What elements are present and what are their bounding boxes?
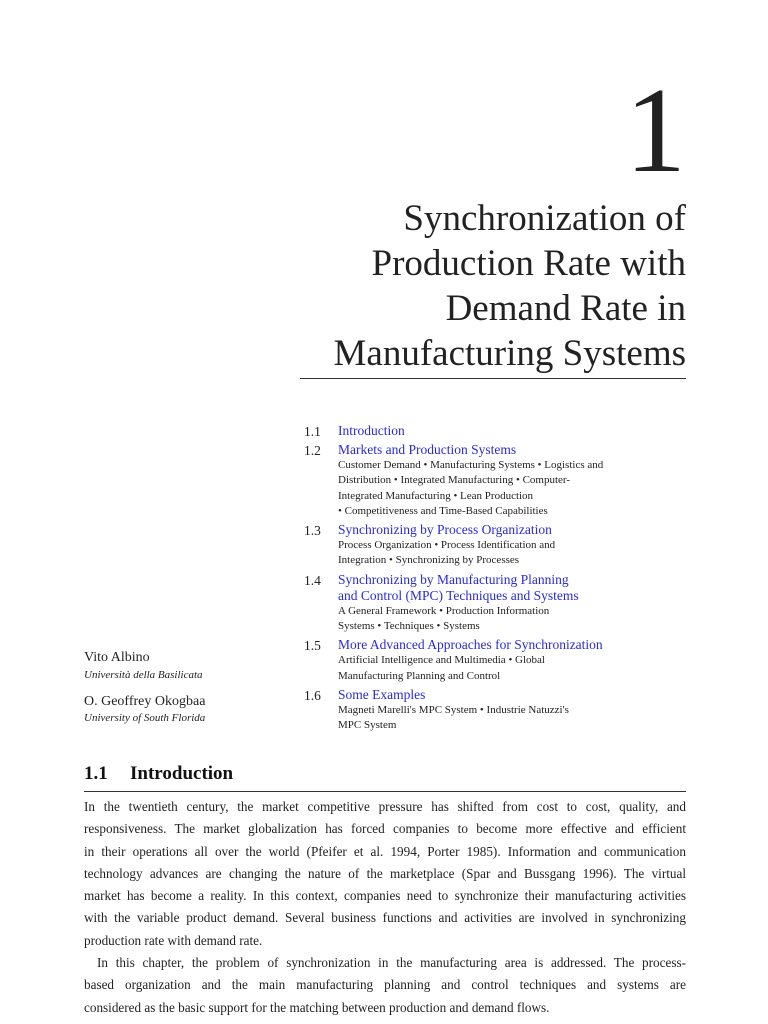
- body-line: production rate with demand rate.: [84, 932, 263, 948]
- body-line: technology advances are changing the nature of the marketplace (Spar and Bussgang 1996). The virtual: [84, 865, 686, 881]
- toc-subtopics: • Competitiveness and Time-Based Capabilities: [338, 504, 548, 517]
- toc-entry: [304, 423, 704, 439]
- toc-subtopics: Artificial Intelligence and Multimedia • Global: [338, 654, 545, 667]
- body-text: [84, 796, 686, 1019]
- author-affiliation: University of South Florida: [84, 712, 206, 724]
- toc-subtopics: Process Organization • Process Identification and: [338, 539, 556, 552]
- toc-number: 1.5: [304, 638, 321, 654]
- toc-subtopics: Integrated Manufacturing • Lean Production: [338, 489, 534, 502]
- toc-entry: [304, 522, 704, 569]
- chapter-title-line: Production Rate with: [371, 243, 686, 284]
- body-line: with the variable product demand. Several business functions and activities are involved in synchronizing: [84, 910, 686, 926]
- toc-link[interactable]: More Advanced Approaches for Synchronization: [338, 637, 603, 653]
- body-line: in their operations all over the world (Pfeifer et al. 1994, Porter 1985). Information and communication: [84, 843, 686, 859]
- body-line: responsiveness. The market globalization has forced companies to become more effective and efficient: [84, 821, 686, 837]
- chapter-contents: [304, 423, 704, 737]
- toc-number: 1.4: [304, 572, 321, 588]
- toc-number: 1.3: [304, 523, 321, 539]
- toc-entry: [304, 572, 704, 635]
- toc-subtopics: Systems • Techniques • Systems: [338, 620, 480, 633]
- author-affiliation: Università della Basilicata: [84, 669, 203, 681]
- chapter-title-line: Synchronization of: [403, 198, 686, 239]
- chapter-title: [334, 196, 686, 376]
- toc-subtopics: Manufacturing Planning and Control: [338, 669, 501, 682]
- toc-subtopics: Customer Demand • Manufacturing Systems • Logistics and: [338, 459, 604, 471]
- section-heading: [84, 763, 233, 785]
- toc-subtopics: Magneti Marelli's MPC System • Industrie Natuzzi's: [338, 703, 569, 716]
- toc-subtopics: A General Framework • Production Information: [338, 604, 550, 617]
- toc-link[interactable]: Some Examples: [338, 686, 426, 702]
- toc-entry: [304, 687, 704, 734]
- section-divider: [84, 791, 686, 792]
- toc-entry: [304, 442, 704, 519]
- toc-number: 1.1: [304, 424, 321, 439]
- toc-number: 1.6: [304, 687, 321, 703]
- toc-link[interactable]: and Control (MPC) Techniques and Systems: [338, 587, 579, 603]
- toc-link[interactable]: Introduction: [338, 423, 405, 438]
- body-line: based organization and the main manufacturing planning and control techniques and systems are: [84, 977, 686, 993]
- chapter-number: 1: [625, 63, 686, 198]
- title-divider: [300, 378, 686, 379]
- toc-link[interactable]: Synchronizing by Manufacturing Planning: [338, 571, 569, 587]
- chapter-title-line: Demand Rate in: [445, 288, 686, 329]
- body-line: In the twentieth century, the market competitive pressure has shifted from cost to cost, quality, and: [84, 799, 686, 814]
- body-line: market has become a reality. In this context, companies need to synchronize their manufacturing activities: [84, 888, 686, 904]
- toc-link[interactable]: Markets and Production Systems: [338, 442, 517, 457]
- author-name: O. Geoffrey Okogbaa: [84, 694, 206, 709]
- toc-link[interactable]: Synchronizing by Process Organization: [338, 522, 552, 538]
- body-line: In this chapter, the problem of synchronization in the manufacturing area is addressed. The process-: [97, 955, 686, 971]
- author-name: Vito Albino: [84, 650, 150, 665]
- toc-subtopics: Distribution • Integrated Manufacturing • Computer-: [338, 474, 571, 487]
- toc-entry: [304, 637, 704, 684]
- section-number: 1.1: [84, 763, 108, 784]
- toc-number: 1.2: [304, 443, 321, 458]
- toc-subtopics: Integration • Synchronizing by Processes: [338, 554, 520, 567]
- toc-subtopics: MPC System: [338, 719, 397, 732]
- section-title: Introduction: [130, 763, 234, 784]
- chapter-title-line: Manufacturing Systems: [333, 333, 686, 374]
- body-line: considered as the basic support for the matching between production and demand flows.: [84, 999, 550, 1015]
